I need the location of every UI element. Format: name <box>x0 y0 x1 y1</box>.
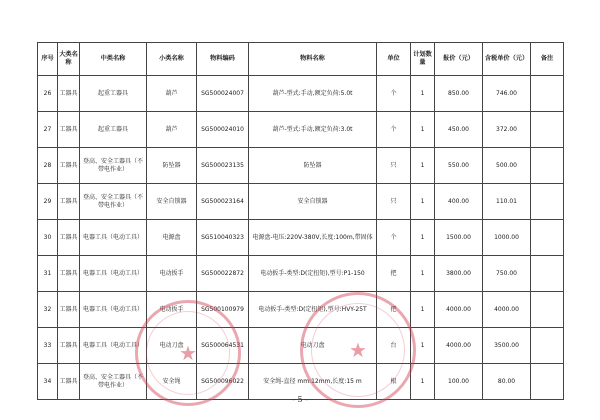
cell-qty: 1 <box>411 112 435 148</box>
cell-middle: 登高、安全工器具（不带电作业） <box>80 364 147 400</box>
cell-unit: 把 <box>377 256 411 292</box>
cell-no: 34 <box>38 364 58 400</box>
cell-quote: 4000.00 <box>435 328 483 364</box>
cell-qty: 1 <box>411 220 435 256</box>
cell-minor: 电源盘 <box>147 220 197 256</box>
cell-qty: 1 <box>411 328 435 364</box>
seal-star-icon: ★ <box>349 338 367 362</box>
cell-major: 工器具 <box>58 364 80 400</box>
cell-no: 27 <box>38 112 58 148</box>
cell-major: 工器具 <box>58 292 80 328</box>
cell-price: 750.00 <box>483 256 531 292</box>
cell-no: 30 <box>38 220 58 256</box>
cell-minor: 电动刀盘 <box>147 328 197 364</box>
header-note: 备注 <box>531 43 564 76</box>
cell-major: 工器具 <box>58 220 80 256</box>
cell-unit: 个 <box>377 112 411 148</box>
cell-middle: 电器工具（电动工具） <box>80 292 147 328</box>
cell-major: 工器具 <box>58 148 80 184</box>
cell-code: SG500024010 <box>197 112 249 148</box>
cell-major: 工器具 <box>58 256 80 292</box>
cell-unit: 根 <box>377 364 411 400</box>
cell-minor: 安全绳 <box>147 364 197 400</box>
cell-quote: 1500.00 <box>435 220 483 256</box>
cell-middle: 起重工器具 <box>80 76 147 112</box>
cell-middle: 登高、安全工器具（不带电作业） <box>80 148 147 184</box>
seal-star-icon: ★ <box>179 341 197 365</box>
header-middle: 中类名称 <box>80 43 147 76</box>
cell-name: 葫芦-型式:手动,额定负荷:5.0t <box>249 76 377 112</box>
cell-note <box>531 76 564 112</box>
cell-major: 工器具 <box>58 184 80 220</box>
table-header-row <box>38 43 564 76</box>
cell-qty: 1 <box>411 364 435 400</box>
cell-unit: 个 <box>377 76 411 112</box>
cell-major: 工器具 <box>58 76 80 112</box>
cell-no: 31 <box>38 256 58 292</box>
header-minor: 小类名称 <box>147 43 197 76</box>
header-name: 物料名称 <box>249 43 377 76</box>
cell-price: 80.00 <box>483 364 531 400</box>
cell-no: 33 <box>38 328 58 364</box>
cell-no: 32 <box>38 292 58 328</box>
cell-unit: 台 <box>377 328 411 364</box>
cell-middle: 起重工器具 <box>80 112 147 148</box>
cell-minor: 电动扳手 <box>147 256 197 292</box>
header-price: 含税单价（元） <box>483 43 531 76</box>
cell-no: 28 <box>38 148 58 184</box>
table-row <box>38 76 564 112</box>
table-row <box>38 220 564 256</box>
cell-quote: 850.00 <box>435 76 483 112</box>
header-code: 物料编码 <box>197 43 249 76</box>
header-quote: 报价（元） <box>435 43 483 76</box>
cell-major: 工器具 <box>58 328 80 364</box>
cell-unit: 把 <box>377 292 411 328</box>
cell-middle: 电器工具（电动工具） <box>80 220 147 256</box>
cell-qty: 1 <box>411 148 435 184</box>
cell-note <box>531 112 564 148</box>
cell-name: 葫芦-型式:手动,额定负荷:3.0t <box>249 112 377 148</box>
header-qty: 计划数量 <box>411 43 435 76</box>
cell-quote: 3800.00 <box>435 256 483 292</box>
cell-price: 110.01 <box>483 184 531 220</box>
cell-note <box>531 148 564 184</box>
cell-quote: 450.00 <box>435 112 483 148</box>
cell-note <box>531 328 564 364</box>
cell-unit: 只 <box>377 148 411 184</box>
cell-minor: 葫芦 <box>147 76 197 112</box>
cell-name: 电动刀盘 <box>249 328 377 364</box>
cell-qty: 1 <box>411 76 435 112</box>
cell-minor: 电动扳手 <box>147 292 197 328</box>
header-unit: 单位 <box>377 43 411 76</box>
table-row <box>38 148 564 184</box>
cell-note <box>531 220 564 256</box>
cell-price: 3500.00 <box>483 328 531 364</box>
cell-code: SG500096022 <box>197 364 249 400</box>
cell-quote: 4000.00 <box>435 292 483 328</box>
cell-unit: 个 <box>377 220 411 256</box>
cell-name: 电源盘-电压:220V-380V,长度:100m,带固体 <box>249 220 377 256</box>
cell-code: SG500022872 <box>197 256 249 292</box>
cell-code: SG510040323 <box>197 220 249 256</box>
cell-minor: 葫芦 <box>147 112 197 148</box>
cell-middle: 电器工具（电动工具） <box>80 328 147 364</box>
cell-quote: 100.00 <box>435 364 483 400</box>
cell-minor: 防坠器 <box>147 148 197 184</box>
cell-quote: 550.00 <box>435 148 483 184</box>
page-number: - 5 - <box>292 395 308 404</box>
cell-quote: 400.00 <box>435 184 483 220</box>
cell-no: 26 <box>38 76 58 112</box>
cell-price: 372.00 <box>483 112 531 148</box>
cell-qty: 1 <box>411 256 435 292</box>
cell-middle: 登高、安全工器具（不带电作业） <box>80 184 147 220</box>
cell-price: 1000.00 <box>483 220 531 256</box>
cell-code: SG500100979 <box>197 292 249 328</box>
cell-code: SG500023135 <box>197 148 249 184</box>
cell-minor: 安全自锁器 <box>147 184 197 220</box>
cell-major: 工器具 <box>58 112 80 148</box>
cell-price: 746.00 <box>483 76 531 112</box>
cell-price: 4000.00 <box>483 292 531 328</box>
cell-code: SG500024007 <box>197 76 249 112</box>
cell-name: 安全自锁器 <box>249 184 377 220</box>
cell-unit: 只 <box>377 184 411 220</box>
cell-note <box>531 184 564 220</box>
cell-name: 电动扳手-类型:D(定扭矩),型号:P1-150 <box>249 256 377 292</box>
cell-code: SG500023164 <box>197 184 249 220</box>
cell-price: 500.00 <box>483 148 531 184</box>
table-row <box>38 256 564 292</box>
cell-note <box>531 256 564 292</box>
cell-code: SG500064531 <box>197 328 249 364</box>
table-row <box>38 328 564 364</box>
header-no: 序号 <box>38 43 58 76</box>
cell-name: 安全绳-直径 mm:12mm,长度:15 m <box>249 364 377 400</box>
table-row <box>38 184 564 220</box>
cell-no: 29 <box>38 184 58 220</box>
cell-name: 电动扳手-类型:D(定扭矩),型号:HVY-25T <box>249 292 377 328</box>
cell-middle: 电器工具（电动工具） <box>80 256 147 292</box>
table-row <box>38 112 564 148</box>
header-major: 大类名称 <box>58 43 80 76</box>
cell-qty: 1 <box>411 184 435 220</box>
table-row <box>38 292 564 328</box>
cell-name: 防坠器 <box>249 148 377 184</box>
material-price-table <box>37 42 564 400</box>
cell-qty: 1 <box>411 292 435 328</box>
cell-note <box>531 292 564 328</box>
